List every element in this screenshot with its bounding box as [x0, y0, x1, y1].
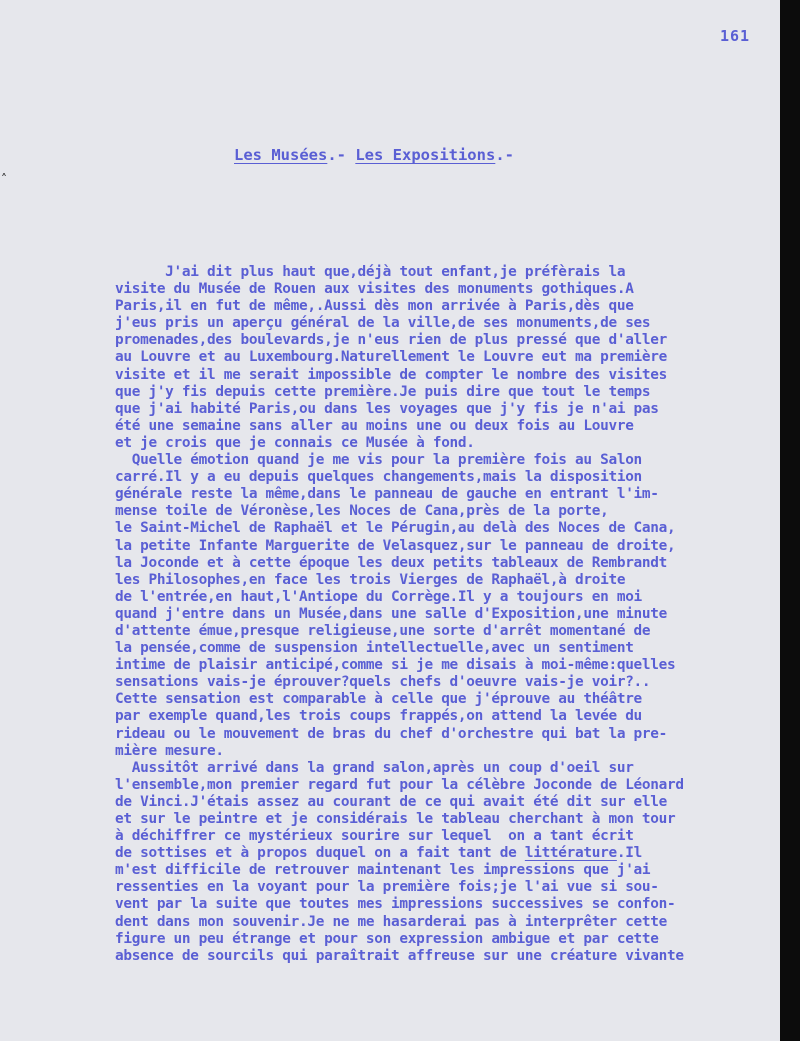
text-line: Cette sensation est comparable à celle que j'éprouve au théâtre [115, 691, 642, 708]
text-line: de l'entrée,en haut,l'Antiope du Corrège.Il y a toujours en moi [115, 588, 642, 605]
text-line: visite du Musée de Rouen aux visites des monuments gothiques.A [115, 281, 634, 298]
text-line: de Vinci.J'étais assez au courant de ce qui avait été dit sur elle [115, 793, 668, 810]
text-line: mière mesure. [115, 742, 224, 759]
text-line: d'attente émue,presque religieuse,une sorte d'arrêt momentané de [115, 622, 651, 639]
text-line: au Louvre et au Luxembourg.Naturellement le Louvre eut ma première [115, 349, 668, 366]
text-line: absence de sourcils qui paraîtrait affreuse sur une créature vivante [115, 947, 684, 964]
text-line: carré.Il y a eu depuis quelques changements,mais la disposition [115, 469, 642, 486]
text-line: la Joconde et à cette époque les deux petits tableaux de Rembrandt [115, 554, 668, 571]
text-line: ressenties en la voyant pour la première fois;je l'ai vue si sou- [115, 879, 659, 896]
text-line: Quelle émotion quand je me vis pour la première fois au Salon [115, 452, 642, 469]
text-line: été une semaine sans aller au moins une ou deux fois au Louvre [115, 417, 634, 434]
text-line: dent dans mon souvenir.Je ne me hasarderai pas à interprêter cette [115, 913, 668, 930]
text-line: et sur le peintre et je considérais le tableau cherchant à mon tour [115, 811, 676, 827]
text-line: par exemple quand,les trois coups frappés,on attend la levée du [115, 708, 642, 725]
text-line: l'ensemble,mon premier regard fut pour la célèbre Joconde de Léonard [115, 776, 684, 793]
text-line: visite et il me serait impossible de compter le nombre des visites [115, 366, 668, 383]
line-35-end: .Il [616, 845, 642, 862]
line-35-start: de sottises et à propos duquel on a fait tant de [115, 845, 525, 862]
text-line: Aussitôt arrivé dans la grand salon,après un coup d'oeil sur [115, 759, 634, 776]
body-text [115, 264, 783, 965]
underlined-word: littérature [524, 845, 617, 862]
scan-dark-edge [780, 0, 800, 1041]
text-line: j'eus pris un aperçu général de la ville,de ses monuments,de ses [115, 315, 651, 332]
text-line: intime de plaisir anticipé,comme si je me disais à moi-même:quelles [115, 657, 676, 674]
page-number: 161 [720, 27, 751, 45]
text-line: les Philosophes,en face les trois Vierges de Raphaël,à droite [115, 571, 626, 588]
text-line: rideau ou le mouvement de bras du chef d'orchestre qui bat la pre- [115, 725, 668, 742]
text-line: la petite Infante Marguerite de Velasquez,sur le panneau de droite, [115, 537, 676, 554]
text-line-with-underline [115, 845, 783, 862]
text-line: m'est difficile de retrouver maintenant les impressions que j'ai [115, 862, 651, 879]
text-line: le Saint-Michel de Raphaël et le Pérugin,au delà des Noces de Cana, [115, 520, 676, 537]
text-line: à déchiffrer ce mystérieux sourire sur lequel on a tant écrit [115, 828, 634, 845]
title-part-2: Les Expositions [355, 146, 496, 164]
text-line: figure un peu étrange et pour son expression ambigue et par cette [115, 930, 659, 947]
text-line: sensations vais-je éprouver?quels chefs d'oeuvre vais-je voir?.. [115, 674, 651, 691]
text-line: quand j'entre dans un Musée,dans une salle d'Exposition,une minute [115, 605, 668, 622]
text-line: promenades,des boulevards,je n'eus rien de plus pressé que d'aller [115, 332, 668, 349]
text-line: générale reste la même,dans le panneau de gauche en entrant l'im- [115, 486, 659, 503]
text-line: la pensée,comme de suspension intellectuelle,avec un sentiment [115, 640, 634, 657]
title-part-1: Les Musées [234, 146, 328, 164]
title-separator: .- [327, 146, 356, 164]
text-line: J'ai dit plus haut que,déjà tout enfant,je préfèrais la [115, 264, 626, 280]
title-end: .- [495, 146, 514, 164]
text-line: vent par la suite que toutes mes impressions successives se confon- [115, 896, 676, 913]
margin-mark: ˄ [1, 172, 7, 186]
text-line: mense toile de Véronèse,les Noces de Cana,près de la porte, [115, 503, 609, 520]
text-line: que j'y fis depuis cette première.Je puis dire que tout le temps [115, 383, 651, 400]
text-line: Paris,il en fut de même,.Aussi dès mon arrivée à Paris,dès que [115, 298, 634, 315]
text-line: et je crois que je connais ce Musée à fond. [115, 434, 475, 451]
page-title [234, 146, 514, 164]
text-line: que j'ai habité Paris,ou dans les voyages que j'y fis je n'ai pas [115, 400, 659, 417]
